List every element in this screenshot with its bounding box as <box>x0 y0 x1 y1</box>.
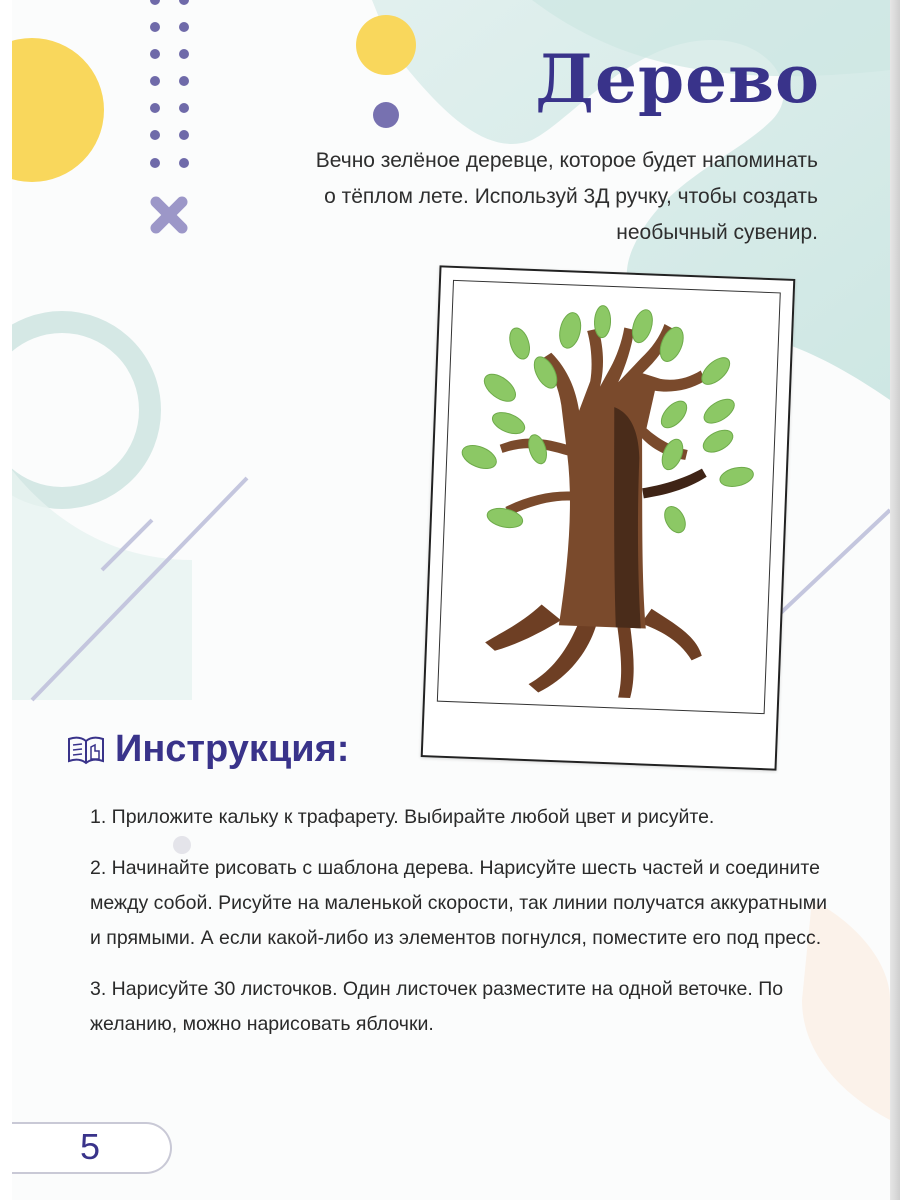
x-cross-icon <box>156 202 182 228</box>
tree-photo-frame <box>421 265 796 770</box>
instruction-step: 1. Приложите кальку к трафарету. Выбирайте любой цвет и рисуйте. <box>90 806 715 828</box>
instructions-header <box>67 728 349 771</box>
tree-photo <box>437 280 781 714</box>
document-page <box>12 0 890 1200</box>
page-title: Дерево <box>535 40 820 118</box>
mint-ring <box>12 322 150 498</box>
open-book-hand-icon <box>67 733 105 767</box>
purple-dot <box>373 102 399 128</box>
yellow-circle-large <box>12 38 104 182</box>
subtitle-line: Вечно зелёное деревце, которое будет напоминать <box>315 149 818 172</box>
subtitle-line: о тёплом лете. Используй 3Д ручку, чтобы создать <box>324 185 818 208</box>
instructions-list <box>90 800 840 1058</box>
instruction-step: 2. Начинайте рисовать с шаблона дерева. Нарисуйте шесть частей и соедините между собой. Рисуйте на маленькой скорости, так линии получатся аккуратными и прямыми. А если какой-либо из элементов погнулся, поместите его под пресс. <box>90 857 828 949</box>
page-edge-shadow <box>890 0 900 1200</box>
branch-right <box>642 466 707 500</box>
yellow-circle-small <box>356 15 416 75</box>
tree-illustration <box>438 281 780 713</box>
mint-wave-left <box>12 470 192 700</box>
instructions-heading: Инструкция: <box>115 728 350 770</box>
dot-grid <box>150 0 189 168</box>
page-number: 5 <box>80 1126 101 1167</box>
page-number-tab <box>12 1122 172 1174</box>
page-subtitle <box>218 143 818 251</box>
instruction-step: 3. Нарисуйте 30 листочков. Один листочек разместите на одной веточке. По желанию, можно нарисовать яблочки. <box>90 978 784 1035</box>
subtitle-line: необычный сувенир. <box>616 221 818 244</box>
